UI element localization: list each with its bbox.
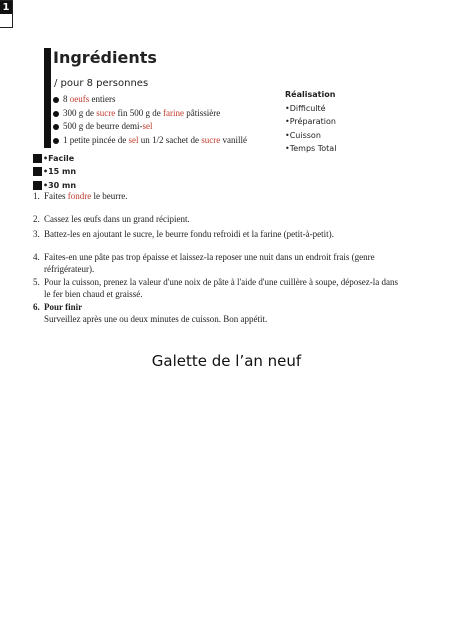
ingredient-text: 8 (63, 94, 70, 104)
step-number: 1. (33, 191, 40, 201)
step-5 (33, 276, 405, 301)
ingredient-item (53, 120, 247, 134)
step-number: 3. (33, 229, 40, 239)
ingredient-text: 300 g de (63, 107, 97, 118)
step-6 (33, 301, 405, 326)
meta-preparation-value: •15 mn (43, 167, 77, 177)
step-text-part: Faites (44, 191, 68, 201)
ingredient-text: pâtissière (183, 107, 221, 118)
ingredient-text: un 1/2 sachet de (138, 135, 202, 146)
meta-preparation (33, 165, 76, 178)
meta-cooking-value: •30 mn (43, 180, 77, 190)
page-number-badge (0, 0, 13, 28)
step-number: 6. (33, 301, 40, 312)
step-text: Faites-en une pâte pas trop épaisse et laissez-la reposer une nuit dans un endroit frais (genre réfrigérateur). (44, 251, 375, 274)
document-title: Galette de l’an neuf (151, 352, 302, 370)
step-number: 5. (33, 276, 40, 287)
bullet-square-icon (33, 167, 42, 176)
step-2 (33, 213, 405, 226)
ingredient-item (53, 93, 247, 107)
step-heading: Pour finir (44, 301, 83, 312)
highlighted-word: fondre (67, 191, 92, 201)
ingredient-text: 500 g de beurre demi- (63, 121, 143, 132)
ingredient-text: 1 petite pincée de (63, 135, 129, 146)
step-3 (33, 228, 405, 241)
ingredients-list (53, 93, 247, 148)
step-text-part: le beurre. (91, 191, 128, 201)
highlighted-word: sel (128, 135, 139, 146)
meta-difficulty-value: •Facile (43, 154, 75, 163)
step-1 (33, 190, 405, 203)
realisation-title: Réalisation (285, 90, 336, 99)
step-text: Cassez les œufs dans un grand récipient. (44, 213, 190, 224)
step-text (44, 190, 405, 203)
highlighted-word: oeufs (69, 94, 90, 104)
ingredient-text: fin 500 g de (115, 107, 163, 118)
realisation-item-total-time: •Temps Total (285, 144, 337, 153)
realisation-box (285, 88, 336, 156)
step-text (44, 301, 405, 326)
realisation-item-preparation: •Préparation (285, 117, 336, 126)
bullet-square-icon (33, 181, 42, 190)
meta-difficulty (33, 152, 76, 165)
highlighted-word: farine (163, 107, 184, 118)
ingredient-item (53, 107, 247, 121)
bullet-square-icon (33, 154, 42, 163)
ingredients-servings: / pour 8 personnes (54, 78, 149, 89)
page-number: 1 (0, 1, 12, 14)
realisation-item-cooking: •Cuisson (285, 130, 321, 140)
step-4 (33, 251, 405, 276)
realisation-item-difficulty: •Difficulté (285, 103, 326, 113)
ingredient-item (53, 134, 247, 148)
step-text: Pour la cuisson, prenez la valeur d'une noix de pâte à l'aide d'une cuillère à soupe, déposez-la dans le fer bien chaud et graissé. (44, 276, 398, 299)
steps-list (33, 190, 405, 326)
ingredients-title: Ingrédients (53, 48, 157, 67)
highlighted-word: sucre (96, 107, 116, 118)
step-number: 2. (33, 213, 40, 224)
step-text: Battez-les en ajoutant le sucre, le beurre fondu refroidi et la farine (petit-à-petit). (44, 229, 334, 239)
ingredient-text: entiers (89, 94, 116, 104)
ingredients-accent-bar (44, 48, 51, 148)
step-number: 4. (33, 251, 40, 262)
ingredient-text: vanillé (220, 135, 247, 146)
recipe-meta-list (33, 152, 76, 192)
highlighted-word: sel (142, 121, 153, 132)
highlighted-word: sucre (201, 135, 221, 146)
step-body: Surveillez après une ou deux minutes de cuisson. Bon appétit. (44, 314, 268, 324)
